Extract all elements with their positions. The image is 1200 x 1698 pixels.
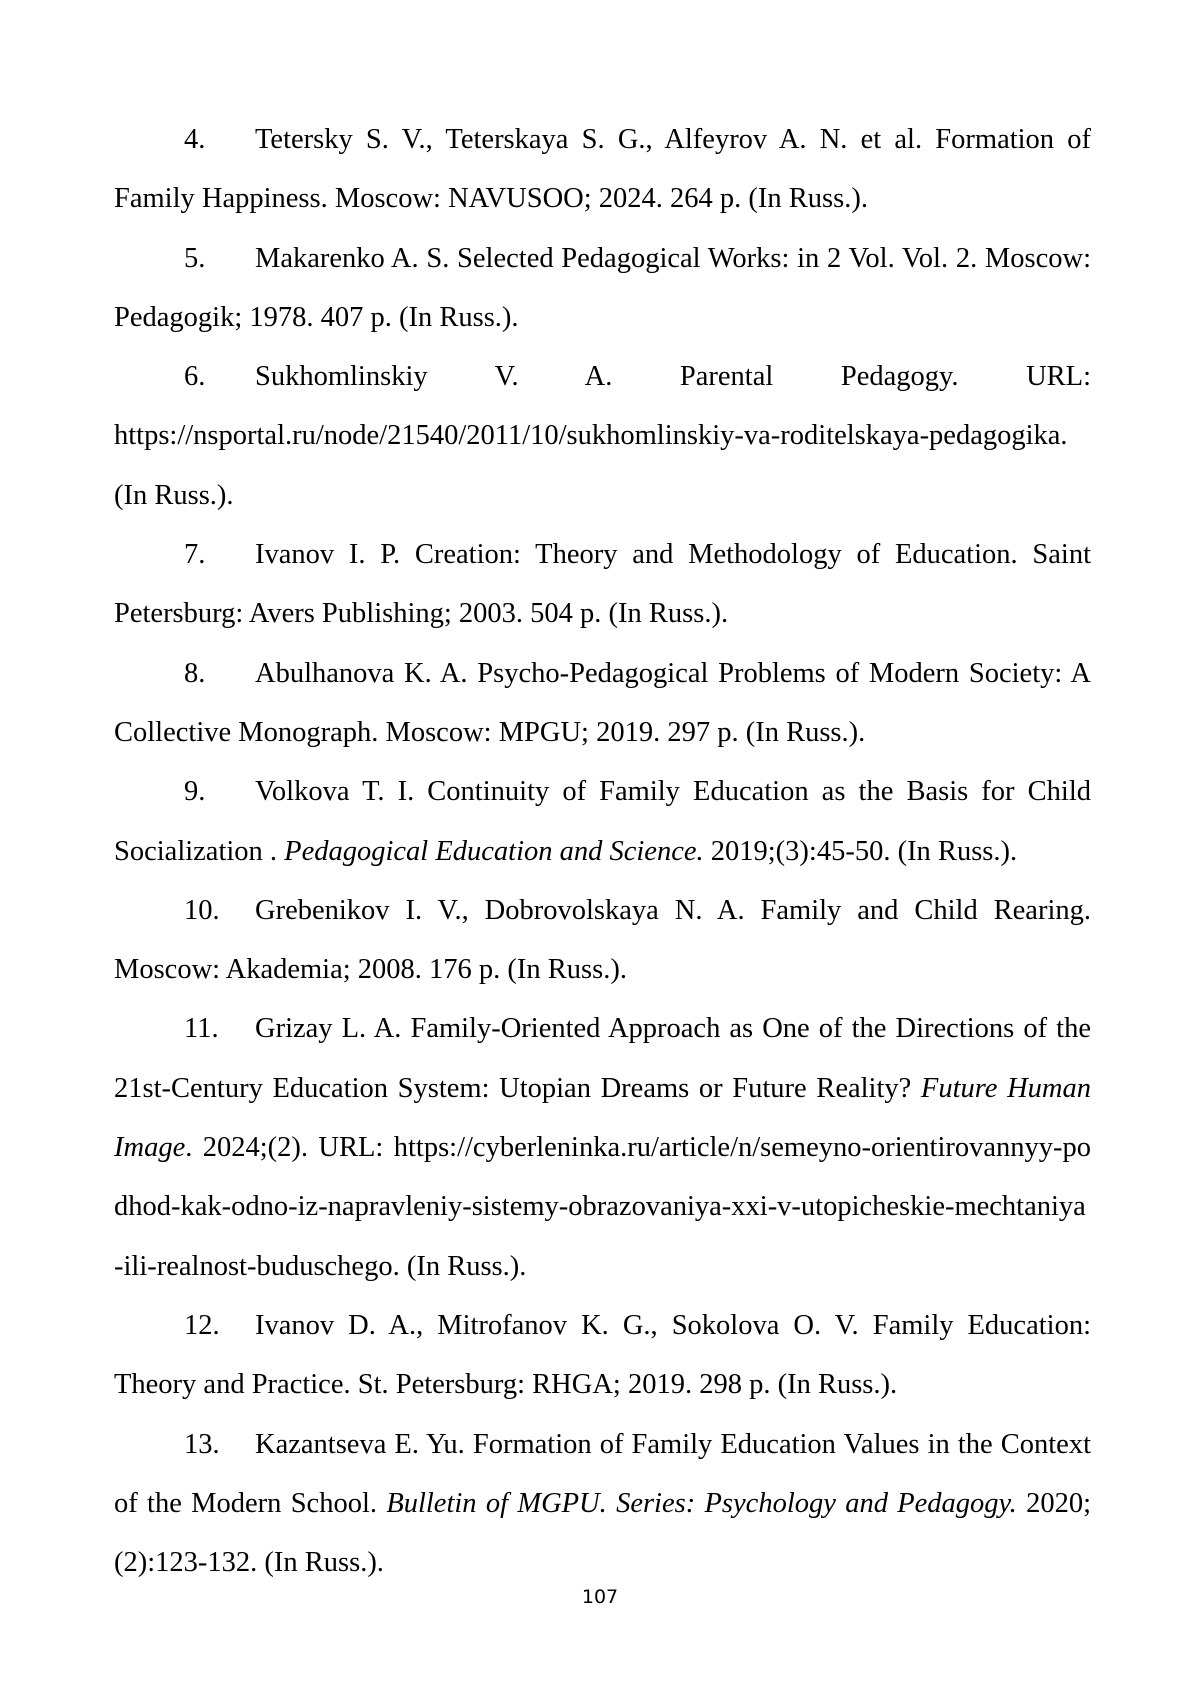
reference-text: Grebenikov I. V., Dobrovolskaya N. A. Family and Child Rearing. Moscow: Akademia; 2008. 176 p. (In Russ.). [114, 894, 1091, 986]
reference-url[interactable]: https://cyberleninka.ru/article/n/semeyno-orientirovannyy-podhod-kak-odno-iz-napravleniy-sistemy-obrazovaniya-xxi-v-utopicheskie-mechtaniya-ili-realnost-buduschego. [114, 1132, 1091, 1282]
journal-title: Pedagogical Education and Science. [284, 835, 704, 867]
reference-list [114, 110, 1091, 1592]
reference-text: . 2024;(2). URL: [185, 1132, 394, 1164]
reference-number: 10. [184, 894, 220, 926]
reference-item [114, 999, 1091, 1295]
reference-suffix: (In Russ.). [399, 1250, 527, 1282]
reference-number: 11. [184, 1013, 219, 1045]
page-number: 107 [581, 1586, 619, 1608]
reference-suffix: (In Russ.). [114, 479, 234, 511]
reference-number: 4. [184, 124, 206, 155]
reference-item [114, 525, 1091, 644]
reference-text: Makarenko A. S. Selected Pedagogical Works: in 2 Vol. Vol. 2. Moscow: Pedagogik; 1978. 407 p. (In Russ.). [114, 242, 1091, 333]
reference-number: 9. [184, 776, 206, 808]
reference-url[interactable]: https://nsportal.ru/node/21540/2011/10/sukhomlinskiy-va-roditelskaya-pedagogika. [114, 420, 1068, 452]
reference-item [114, 229, 1091, 348]
reference-number: 8. [184, 657, 206, 689]
reference-text: Kazantseva E. Yu. Formation of Family Education Values in the Context of the Modern School. [114, 1428, 1091, 1519]
journal-title: Bulletin of MGPU. Series: Psychology and Pedagogy. [386, 1487, 1017, 1519]
reference-suffix: 2019;(3):45-50. (In Russ.). [703, 835, 1018, 867]
reference-text: Ivanov I. P. Creation: Theory and Methodology of Education. Saint Petersburg: Avers Publishing; 2003. 504 p. (In Russ.). [114, 539, 1091, 630]
reference-item [114, 1415, 1091, 1593]
reference-item [114, 110, 1091, 229]
reference-item [114, 347, 1091, 525]
reference-text: Volkova T. I. Continuity of Family Education as the Basis for Child Socialization . [114, 776, 1091, 867]
reference-text: Tetersky S. V., Teterskaya S. G., Alfeyrov A. N. et al. Formation of Family Happiness. Moscow: NAVUSOO; 2024. 264 p. (In Russ.). [114, 124, 1091, 215]
reference-item [114, 881, 1091, 1000]
reference-number: 13. [184, 1428, 220, 1460]
reference-text: Abulhanova K. A. Psycho-Pedagogical Problems of Modern Society: A Collective Monograph. Moscow: MPGU; 2019. 297 p. (In Russ.). [114, 657, 1091, 748]
reference-suffix: 2020;(2):123-132. (In Russ.). [114, 1487, 1091, 1579]
journal-title: Future Human Image [114, 1072, 1091, 1164]
reference-number: 12. [184, 1309, 220, 1341]
reference-text: Sukhomlinskiy V. A. Parental Pedagogy. URL: [255, 361, 1091, 393]
reference-number: 5. [184, 242, 206, 274]
reference-number: 6. [184, 361, 206, 393]
reference-item [114, 644, 1091, 763]
reference-text: Grizay L. A. Family-Oriented Approach as One of the Directions of the 21st-Century Education System: Utopian Dreams or Future Reality? [114, 1013, 1091, 1104]
reference-item [114, 762, 1091, 881]
reference-text: Ivanov D. A., Mitrofanov K. G., Sokolova O. V. Family Education: Theory and Practice. St. Petersburg: RHGA; 2019. 298 p. (In Russ.). [114, 1309, 1091, 1401]
reference-number: 7. [184, 539, 206, 571]
reference-item [114, 1296, 1091, 1415]
